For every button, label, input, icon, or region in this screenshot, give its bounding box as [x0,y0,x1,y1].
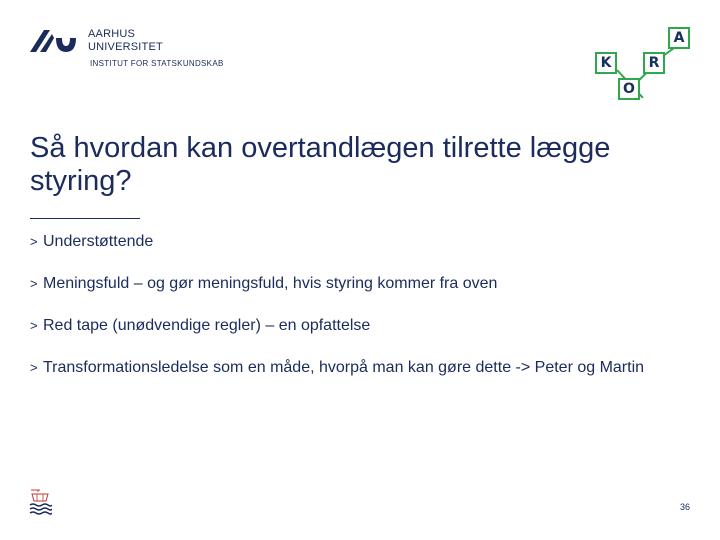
university-name [88,28,163,54]
bullet-item-4 [30,358,690,378]
bullet-marker: > [30,234,38,249]
kora-logo [593,25,695,101]
kora-letter-a: A [668,27,690,49]
page-number: 36 [679,502,690,512]
university-name-line1: AARHUS [88,28,136,40]
slide-title: Så hvordan kan overtandlægen tilrette lægge styring? [30,132,611,197]
kora-letter-r: R [643,52,665,74]
bullet-text-2: Meningsfuld – og gør meningsfuld, hvis styring kommer fra oven [43,275,498,292]
institute-name: INSTITUT FOR STATSKUNDSKAB [90,59,224,68]
bullet-text-3: Red tape (unødvendige regler) – en opfattelse [43,317,371,334]
kora-letter-o: O [618,78,640,100]
bullet-item-3 [30,316,690,336]
bullet-item-1 [30,232,690,252]
aarhus-university-logo-icon [28,28,76,54]
bullet-marker: > [30,276,38,291]
title-divider [30,218,140,219]
university-name-line2: UNIVERSITET [88,41,163,53]
kora-letter-k: K [595,52,617,74]
bullet-text-1: Understøttende [43,233,154,250]
bullet-text-4: Transformationsledelse som en måde, hvorpå man kan gøre dette -> Peter og Martin [43,359,645,376]
bullet-marker: > [30,318,38,333]
bullet-item-2 [30,274,690,294]
bullet-marker: > [30,360,38,375]
university-seal-icon [28,488,52,516]
